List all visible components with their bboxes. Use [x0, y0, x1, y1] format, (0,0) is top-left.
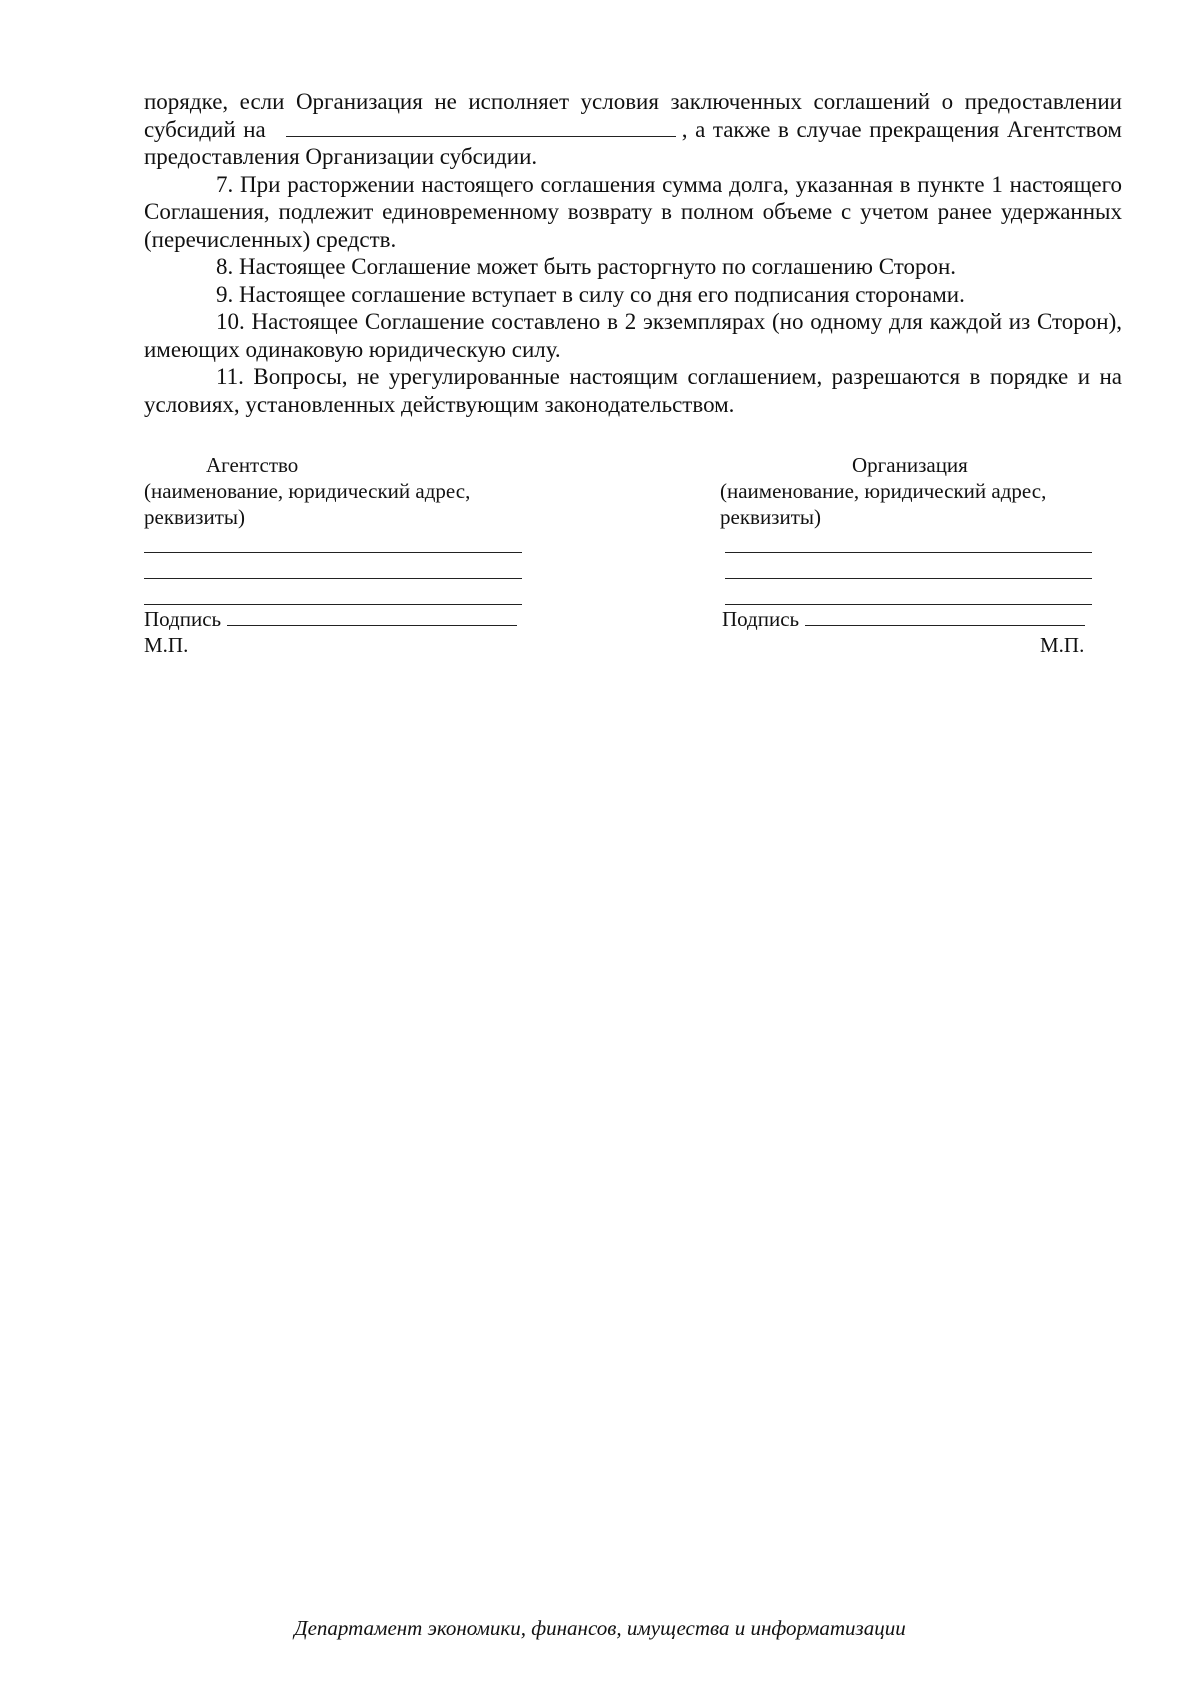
paragraph-9: 9. Настоящее соглашение вступает в силу со дня его подписания сторонами. — [216, 281, 965, 307]
paragraph-10: 10. Настоящее Соглашение составлено в 2 экземплярах (но одному для каждой из Сторон), имеющих одинаковую юридическую силу. — [144, 309, 1122, 362]
paragraph-6-text-start: порядке, если Организация не исполняет условия заключенных соглашений о предоставлении субсидий на — [144, 89, 1122, 142]
agency-signature-block — [144, 452, 524, 530]
subsidy-purpose-blank — [286, 118, 676, 137]
paragraph-11: 11. Вопросы, не урегулированные настоящим соглашением, разрешаются в порядке и на условиях, установленных действующим законодательством. — [144, 364, 1122, 417]
organization-signature-block — [720, 452, 1100, 530]
agency-title: Агентство — [206, 453, 299, 477]
agency-sign-label: Подпись — [144, 607, 222, 631]
paragraph-8: 8. Настоящее Соглашение может быть расторгнуто по соглашению Сторон. — [216, 254, 957, 279]
organization-sign-label: Подпись — [722, 607, 800, 631]
agreement-body — [144, 88, 1122, 418]
organization-details-line-1 — [725, 552, 1092, 553]
agency-details-hint: (наименование, юридический адрес, реквизиты) — [144, 479, 471, 529]
organization-signature-field — [805, 607, 1085, 626]
paragraph-6-text-end: , а также в случае прекращения Агентством предоставления Организации субсидии. — [144, 116, 1122, 169]
agency-stamp-place: М.П. — [144, 633, 189, 657]
page-footer: Департамент экономики, финансов, имущества и информатизации — [294, 1616, 906, 1640]
paragraph-6-continuation — [144, 88, 1122, 171]
organization-title: Организация — [852, 453, 968, 477]
organization-details-line-3 — [725, 604, 1092, 605]
agency-signature-field — [227, 607, 517, 626]
agency-sign-row — [144, 606, 517, 632]
organization-details-line-2 — [725, 578, 1092, 579]
agency-details-line-2 — [144, 578, 522, 579]
organization-stamp-place: М.П. — [1040, 633, 1085, 657]
agency-details-line-3 — [144, 604, 522, 605]
organization-details-hint: (наименование, юридический адрес, реквизиты) — [720, 479, 1047, 529]
organization-sign-row — [722, 606, 1085, 632]
agency-details-line-1 — [144, 552, 522, 553]
paragraph-7: 7. При расторжении настоящего соглашения сумма долга, указанная в пункте 1 настоящего Соглашения, подлежит единовременному возврату в полном объеме с учетом ранее удержанных (перечисленных) средств. — [144, 171, 1122, 252]
